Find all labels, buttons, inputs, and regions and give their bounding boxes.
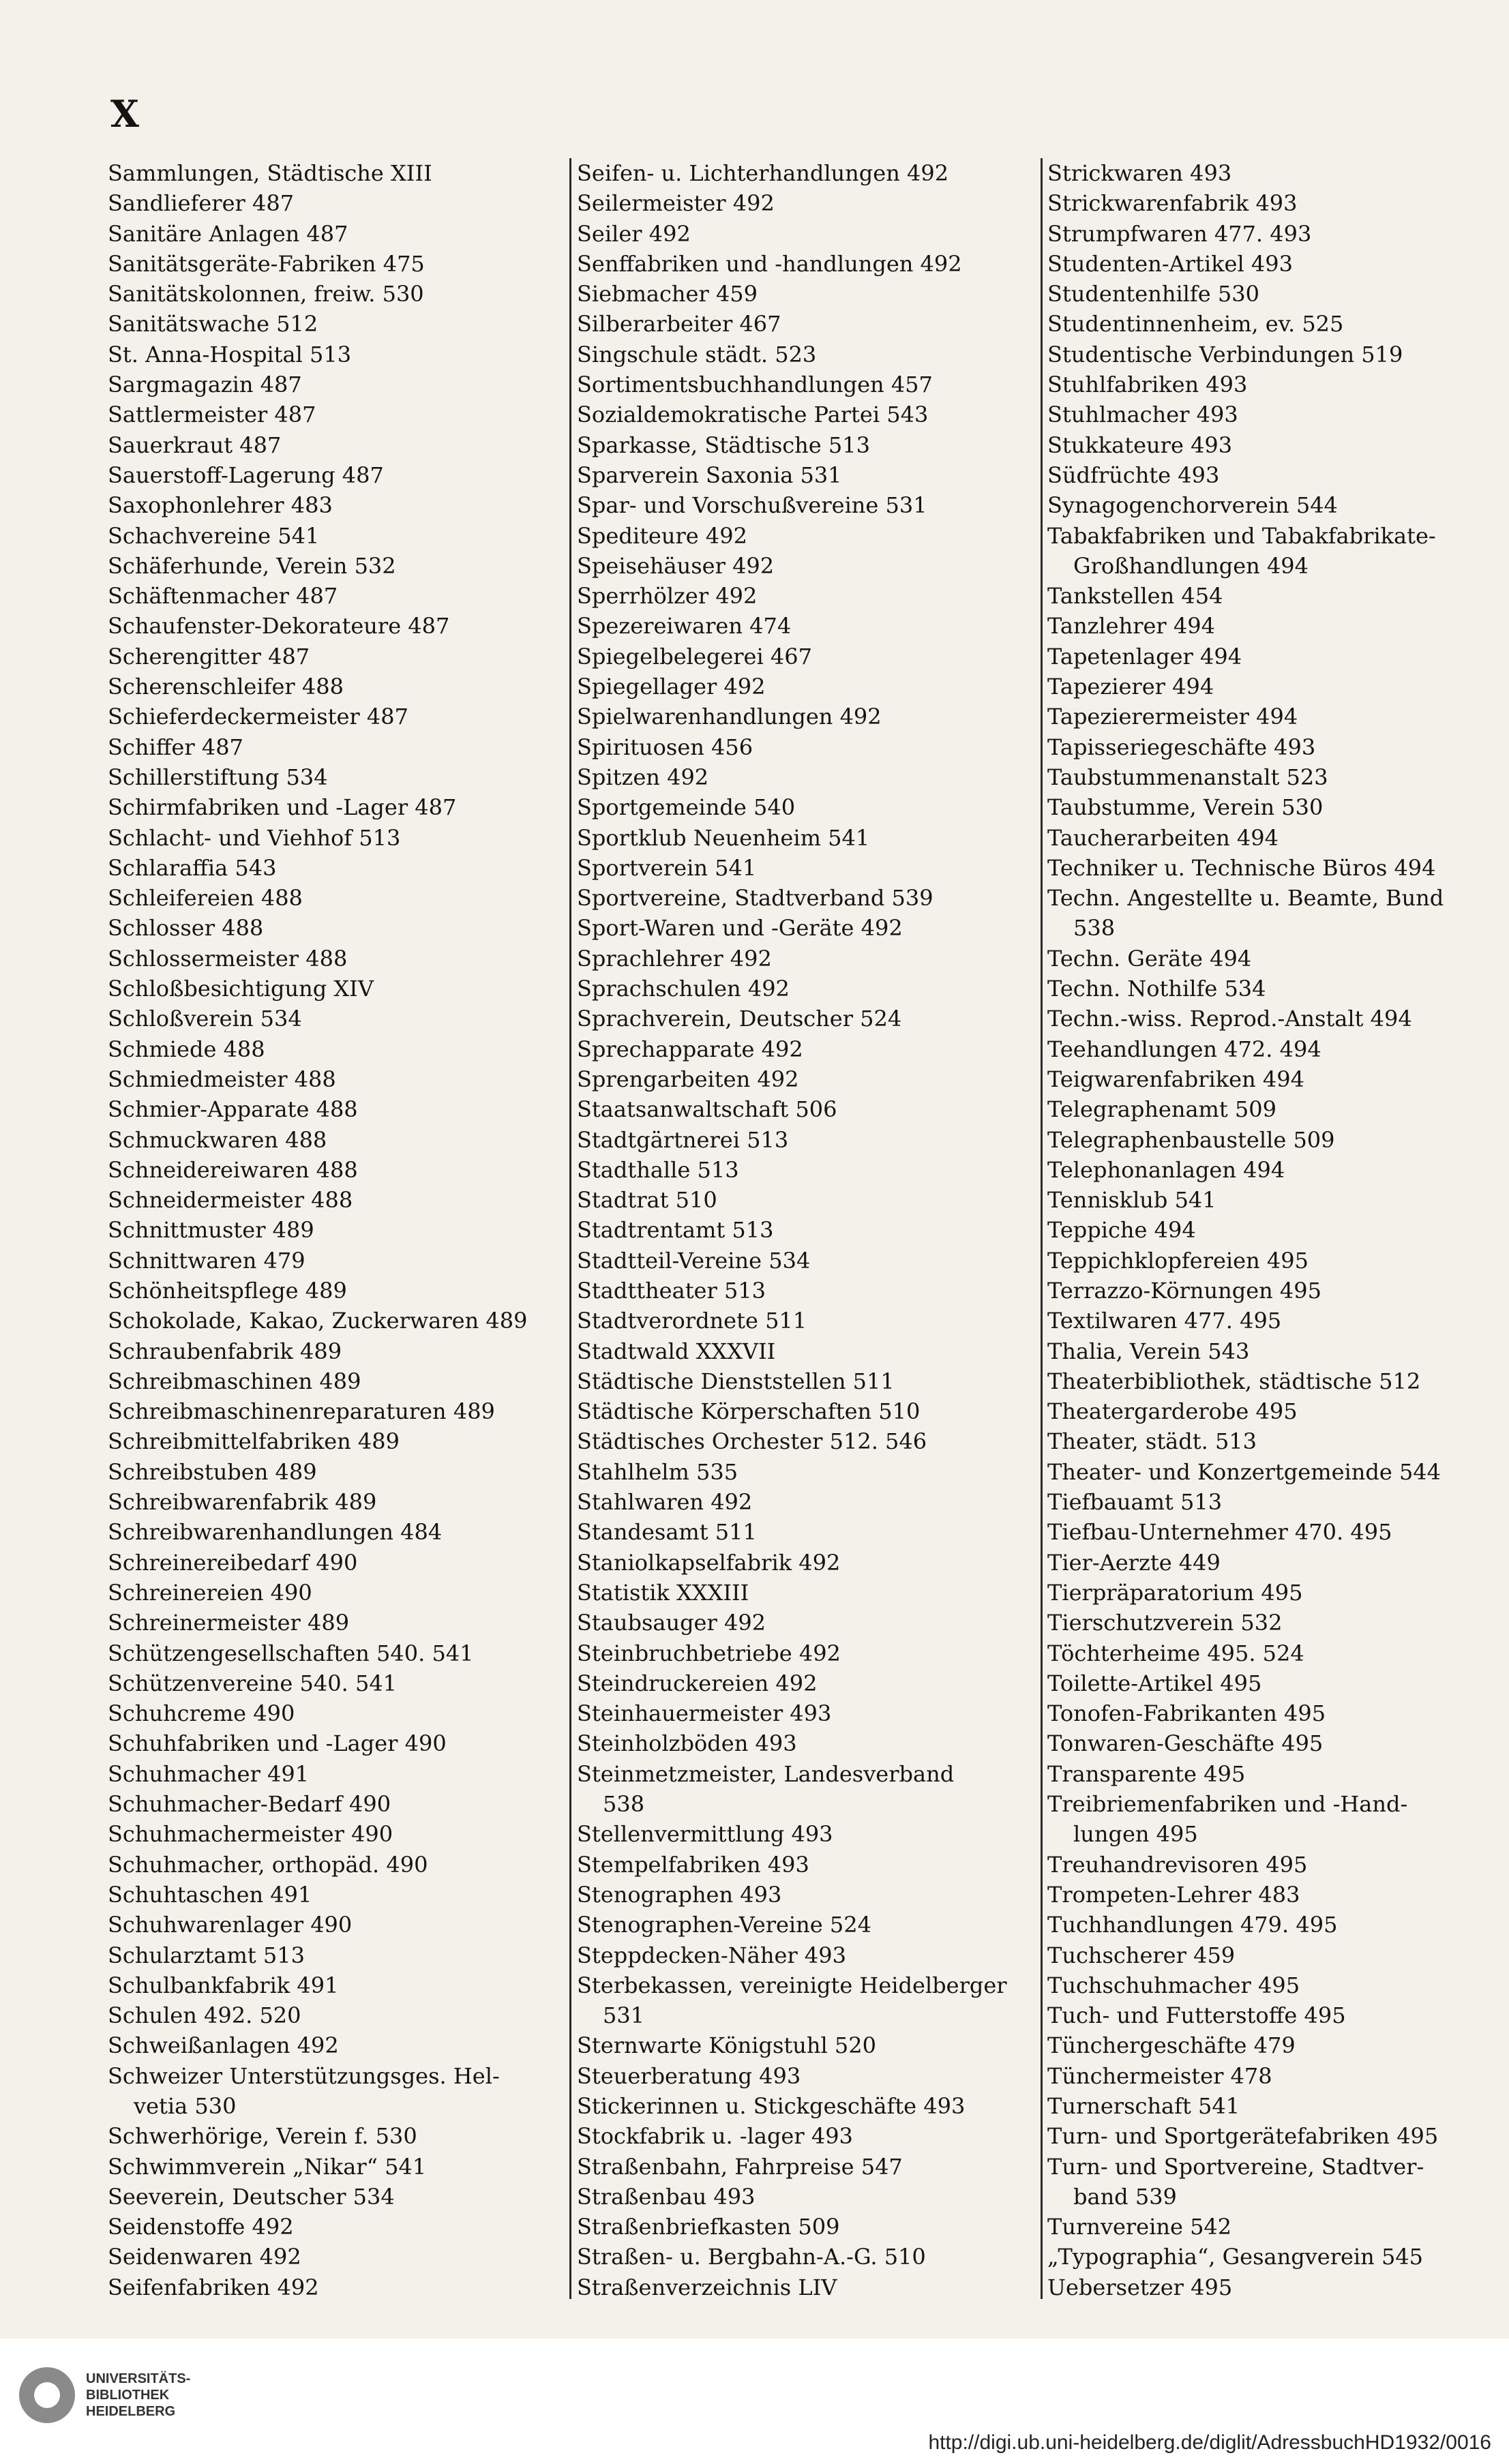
page-letter: X — [110, 92, 139, 136]
index-entry: Schokolade, Kakao, Zuckerwaren 489 — [108, 1308, 528, 1334]
index-entry: Telegraphenbaustelle 509 — [1047, 1126, 1335, 1153]
index-entry: Standesamt 511 — [577, 1519, 757, 1546]
index-entry: Stahlhelm 535 — [577, 1458, 738, 1485]
index-entry: Schiffer 487 — [108, 734, 243, 760]
library-name — [86, 2371, 190, 2420]
index-entry: Tabakfabriken und Tabakfabrikate- — [1047, 522, 1436, 549]
index-entry: Schäferhunde, Verein 532 — [108, 552, 396, 579]
index-entry: Treuhandrevisoren 495 — [1047, 1851, 1308, 1878]
index-entry: Schwimmverein „Nikar“ 541 — [108, 2153, 427, 2180]
index-entry: Schlacht- und Viehhof 513 — [108, 824, 401, 851]
index-entry: Sprengarbeiten 492 — [577, 1066, 799, 1092]
index-entry: Tonwaren-Geschäfte 495 — [1047, 1730, 1324, 1757]
index-entry: Steinholzböden 493 — [577, 1730, 797, 1757]
index-entry: Sprachschulen 492 — [577, 976, 790, 1002]
index-entry: Sportgemeinde 540 — [577, 794, 796, 821]
index-entry: Steinbruchbetriebe 492 — [577, 1640, 841, 1666]
index-entry: Tierpräparatorium 495 — [1047, 1579, 1303, 1606]
index-entry: Seeverein, Deutscher 534 — [108, 2183, 395, 2210]
index-entry: Staatsanwaltschaft 506 — [577, 1096, 837, 1123]
index-entry-continuation: 538 — [1073, 915, 1116, 942]
index-entry: Saxophonlehrer 483 — [108, 492, 333, 519]
index-entry: Schönheitspflege 489 — [108, 1277, 347, 1304]
index-entry-continuation: vetia 530 — [134, 2093, 237, 2119]
index-entry: Schulen 492. 520 — [108, 2002, 301, 2029]
index-entry: Teppiche 494 — [1047, 1217, 1196, 1244]
index-entry: Synagogenchorverein 544 — [1047, 492, 1338, 519]
index-entry: Tapezierermeister 494 — [1047, 704, 1298, 730]
index-entry: Tünchergeschäfte 479 — [1047, 2032, 1296, 2059]
library-logo — [19, 2367, 190, 2423]
index-entry: Statistik XXXIII — [577, 1579, 749, 1606]
index-entry: Singschule städt. 523 — [577, 341, 817, 367]
index-entry: Stuhlmacher 493 — [1047, 402, 1238, 428]
index-entry: Steuerberatung 493 — [577, 2062, 801, 2089]
index-entry: Schachvereine 541 — [108, 522, 320, 549]
footer — [0, 2339, 1509, 2464]
index-entry: Schnittwaren 479 — [108, 1247, 305, 1274]
index-entry: Südfrüchte 493 — [1047, 462, 1220, 488]
index-entry: Silberarbeiter 467 — [577, 311, 781, 337]
index-entry: Techn. Angestellte u. Beamte, Bund — [1047, 885, 1444, 912]
index-entry: Sperrhölzer 492 — [577, 583, 758, 610]
index-entry: Schützengesellschaften 540. 541 — [108, 1640, 474, 1666]
index-entry: Schularztamt 513 — [108, 1942, 305, 1968]
index-entry: Tennisklub 541 — [1047, 1187, 1216, 1214]
index-entry: Tonofen-Fabrikanten 495 — [1047, 1700, 1326, 1727]
index-entry: Speisehäuser 492 — [577, 552, 775, 579]
index-entry: Theaterbibliothek, städtische 512 — [1047, 1368, 1421, 1394]
index-entry: Taubstummenanstalt 523 — [1047, 764, 1328, 790]
index-entry: Schuhwarenlager 490 — [108, 1912, 353, 1938]
index-entry: Schaufenster-Dekorateure 487 — [108, 613, 450, 640]
index-entry: Sprechapparate 492 — [577, 1036, 803, 1062]
index-entry: Schreibmittelfabriken 489 — [108, 1428, 400, 1455]
index-entry: Spar- und Vorschußvereine 531 — [577, 492, 927, 519]
index-entry: Turnerschaft 541 — [1047, 2093, 1240, 2119]
index-entry: Stukkateure 493 — [1047, 432, 1233, 458]
index-entry: Studentinnenheim, ev. 525 — [1047, 311, 1344, 337]
index-entry: Stahlwaren 492 — [577, 1489, 753, 1516]
index-entry: Schulbankfabrik 491 — [108, 1972, 339, 1998]
library-name-line: UNIVERSITÄTS- — [86, 2371, 191, 2386]
index-entry: Studentenhilfe 530 — [1047, 281, 1259, 307]
index-entry: Städtisches Orchester 512. 546 — [577, 1428, 927, 1455]
index-entry: Terrazzo-Körnungen 495 — [1047, 1277, 1321, 1304]
index-entry: Schneidereiwaren 488 — [108, 1156, 358, 1183]
index-entry: Schlaraffia 543 — [108, 854, 277, 881]
index-entry-continuation: 531 — [603, 2002, 645, 2029]
index-entry: Sanitätswache 512 — [108, 311, 318, 337]
index-entry: Spitzen 492 — [577, 764, 709, 790]
index-entry: Schraubenfabrik 489 — [108, 1338, 342, 1364]
index-entry: Stadtrat 510 — [577, 1187, 717, 1214]
index-entry: Spirituosen 456 — [577, 734, 753, 760]
index-entry: Trompeten-Lehrer 483 — [1047, 1881, 1300, 1908]
index-entry: Theatergarderobe 495 — [1047, 1398, 1298, 1425]
index-entry: Scherengitter 487 — [108, 643, 310, 670]
index-entry: Schloßbesichtigung XIV — [108, 976, 374, 1002]
index-entry: Sanitätsgeräte-Fabriken 475 — [108, 250, 425, 277]
index-entry: Straßenbau 493 — [577, 2183, 756, 2210]
source-url[interactable]: http://digi.ub.uni-heidelberg.de/diglit/AdressbuchHD1932/0016 — [928, 2431, 1491, 2454]
index-entry: Sanitätskolonnen, freiw. 530 — [108, 281, 424, 307]
index-entry: Sanitäre Anlagen 487 — [108, 220, 348, 247]
index-entry: Taucherarbeiten 494 — [1047, 824, 1279, 851]
index-entry: Stadtrentamt 513 — [577, 1217, 774, 1244]
index-entry: Steinmetzmeister, Landesverband — [577, 1760, 955, 1787]
index-entry: Schuhmacher-Bedarf 490 — [108, 1791, 391, 1818]
index-entry: Schuhtaschen 491 — [108, 1881, 312, 1908]
index-column-3 — [1047, 158, 1484, 2302]
index-entry: Schreinereibedarf 490 — [108, 1549, 358, 1576]
index-entry: Steindruckereien 492 — [577, 1670, 818, 1696]
index-entry: Sparverein Saxonia 531 — [577, 462, 842, 488]
index-entry: Stickerinnen u. Stickgeschäfte 493 — [577, 2093, 966, 2119]
index-entry: Schuhcreme 490 — [108, 1700, 295, 1727]
index-entry: Sozialdemokratische Partei 543 — [577, 402, 929, 428]
index-entry: Sprachverein, Deutscher 524 — [577, 1006, 902, 1032]
index-entry: Stadtverordnete 511 — [577, 1308, 807, 1334]
index-entry: Stadtteil-Vereine 534 — [577, 1247, 811, 1274]
index-entry: Techniker u. Technische Büros 494 — [1047, 854, 1436, 881]
column-rule — [1041, 158, 1043, 2299]
index-entry: Tapetenlager 494 — [1047, 643, 1242, 670]
index-entry: Telephonanlagen 494 — [1047, 1156, 1285, 1183]
index-entry: Sortimentsbuchhandlungen 457 — [577, 372, 933, 398]
index-entry: Schützenvereine 540. 541 — [108, 1670, 398, 1696]
index-entry: Schieferdeckermeister 487 — [108, 704, 408, 730]
library-name-line: BIBLIOTHEK — [86, 2388, 170, 2403]
index-entry: Schreibstuben 489 — [108, 1458, 317, 1485]
index-entry: Schreibwarenhandlungen 484 — [108, 1519, 443, 1546]
index-entry: Schäftenmacher 487 — [108, 583, 338, 610]
index-entry: Stadttheater 513 — [577, 1277, 766, 1304]
index-entry: Schuhmacher 491 — [108, 1760, 310, 1787]
index-entry: Tier-Aerzte 449 — [1047, 1549, 1221, 1576]
index-entry: Straßenbriefkasten 509 — [577, 2214, 840, 2240]
index-entry: Turn- und Sportgerätefabriken 495 — [1047, 2123, 1439, 2150]
index-entry: Schreibmaschinen 489 — [108, 1368, 361, 1394]
index-entry: Schmier-Apparate 488 — [108, 1096, 358, 1123]
index-entry: Theater- und Konzertgemeinde 544 — [1047, 1458, 1441, 1485]
index-entry: Sauerstoff-Lagerung 487 — [108, 462, 384, 488]
index-entry: Uebersetzer 495 — [1047, 2274, 1233, 2300]
index-entry: Tuchscherer 459 — [1047, 1942, 1236, 1968]
index-entry: Sportverein 541 — [577, 854, 757, 881]
index-entry: Sparkasse, Städtische 513 — [577, 432, 870, 458]
index-entry: Tiefbau-Unternehmer 470. 495 — [1047, 1519, 1392, 1546]
index-entry: Sport-Waren und -Geräte 492 — [577, 915, 903, 942]
index-entry: Sauerkraut 487 — [108, 432, 282, 458]
index-entry: Strumpfwaren 477. 493 — [1047, 220, 1312, 247]
index-entry: Seifen- u. Lichterhandlungen 492 — [577, 160, 949, 186]
index-entry: Thalia, Verein 543 — [1047, 1338, 1250, 1364]
index-entry: Seidenstoffe 492 — [108, 2214, 294, 2240]
index-entry: Sportklub Neuenheim 541 — [577, 824, 870, 851]
index-entry: Teigwarenfabriken 494 — [1047, 1066, 1304, 1092]
index-entry: Sternwarte Königstuhl 520 — [577, 2032, 876, 2059]
index-entry: Spielwarenhandlungen 492 — [577, 704, 882, 730]
index-entry: Schreibmaschinenreparaturen 489 — [108, 1398, 495, 1425]
index-entry: Sammlungen, Städtische XIII — [108, 160, 432, 186]
index-entry: Schillerstiftung 534 — [108, 764, 328, 790]
index-entry: Straßenbahn, Fahrpreise 547 — [577, 2153, 903, 2180]
index-entry: Schuhmacher, orthopäd. 490 — [108, 1851, 428, 1878]
index-entry: Spiegellager 492 — [577, 674, 766, 700]
index-entry-continuation: 538 — [603, 1791, 645, 1818]
index-entry: Spiegelbelegerei 467 — [577, 643, 812, 670]
index-entry: Tierschutzverein 532 — [1047, 1610, 1283, 1636]
index-entry: Turnvereine 542 — [1047, 2214, 1232, 2240]
index-entry: Teehandlungen 472. 494 — [1047, 1036, 1321, 1062]
index-entry: Seifenfabriken 492 — [108, 2274, 319, 2300]
index-entry: Techn. Geräte 494 — [1047, 945, 1252, 972]
index-entry: Stenographen 493 — [577, 1881, 782, 1908]
index-entry: Stockfabrik u. -lager 493 — [577, 2123, 853, 2150]
index-entry: Tiefbauamt 513 — [1047, 1489, 1223, 1516]
index-entry: Staubsauger 492 — [577, 1610, 766, 1636]
index-entry: Steppdecken-Näher 493 — [577, 1942, 846, 1968]
index-entry: Schloßverein 534 — [108, 1006, 302, 1032]
index-entry: Textilwaren 477. 495 — [1047, 1308, 1282, 1334]
index-entry: Tuch- und Futterstoffe 495 — [1047, 2002, 1346, 2029]
index-entry: Schuhfabriken und -Lager 490 — [108, 1730, 447, 1757]
index-entry: Tünchermeister 478 — [1047, 2062, 1272, 2089]
index-entry: Transparente 495 — [1047, 1760, 1246, 1787]
index-entry: Schreibwarenfabrik 489 — [108, 1489, 377, 1516]
index-entry: Stenographen-Vereine 524 — [577, 1912, 871, 1938]
index-entry: Stadthalle 513 — [577, 1156, 739, 1183]
index-entry: Tankstellen 454 — [1047, 583, 1223, 610]
index-entry: Stuhlfabriken 493 — [1047, 372, 1248, 398]
index-entry: Schweißanlagen 492 — [108, 2032, 339, 2059]
index-column-2 — [577, 158, 1038, 2302]
index-entry: Stadtgärtnerei 513 — [577, 1126, 789, 1153]
index-entry: Seidenwaren 492 — [108, 2244, 301, 2270]
index-entry: Turn- und Sportvereine, Stadtver- — [1047, 2153, 1424, 2180]
index-entry: Schlossermeister 488 — [108, 945, 348, 972]
index-entry: Studentische Verbindungen 519 — [1047, 341, 1403, 367]
index-entry: Schreinermeister 489 — [108, 1610, 350, 1636]
index-entry: Schneidermeister 488 — [108, 1187, 353, 1214]
index-entry: Studenten-Artikel 493 — [1047, 250, 1293, 277]
index-entry: Sargmagazin 487 — [108, 372, 302, 398]
index-entry-continuation: Großhandlungen 494 — [1073, 552, 1309, 579]
index-entry: Schleifereien 488 — [108, 885, 303, 912]
column-rule — [569, 158, 571, 2299]
index-entry: Sprachlehrer 492 — [577, 945, 772, 972]
index-column-1 — [108, 158, 565, 2302]
index-entry: Techn.-wiss. Reprod.-Anstalt 494 — [1047, 1006, 1412, 1032]
index-entry: Töchterheime 495. 524 — [1047, 1640, 1304, 1666]
index-entry: Siebmacher 459 — [577, 281, 758, 307]
index-entry: Sportvereine, Stadtverband 539 — [577, 885, 933, 912]
index-entry: „Typographia“, Gesangverein 545 — [1047, 2244, 1424, 2270]
index-entry: Strickwarenfabrik 493 — [1047, 190, 1298, 217]
index-entry: Seiler 492 — [577, 220, 691, 247]
index-entry: Sandlieferer 487 — [108, 190, 295, 217]
index-entry: Schwerhörige, Verein f. 530 — [108, 2123, 417, 2150]
index-entry: Telegraphenamt 509 — [1047, 1096, 1276, 1123]
index-entry: Theater, städt. 513 — [1047, 1428, 1257, 1455]
index-entry: Straßenverzeichnis LIV — [577, 2274, 837, 2300]
index-entry: Techn. Nothilfe 534 — [1047, 976, 1266, 1002]
index-entry: Stadtwald XXXVII — [577, 1338, 776, 1364]
index-entry: Seilermeister 492 — [577, 190, 775, 217]
index-entry: Straßen- u. Bergbahn-A.-G. 510 — [577, 2244, 926, 2270]
index-entry: Stellenvermittlung 493 — [577, 1821, 833, 1848]
index-entry: Toilette-Artikel 495 — [1047, 1670, 1262, 1696]
index-entry: Schmiede 488 — [108, 1036, 265, 1062]
index-entry: St. Anna-Hospital 513 — [108, 341, 352, 367]
index-entry: Staniolkapselfabrik 492 — [577, 1549, 841, 1576]
library-logo-icon — [19, 2367, 75, 2423]
index-entry: Sterbekassen, vereinigte Heidelberger — [577, 1972, 1007, 1998]
index-entry: Tapezierer 494 — [1047, 674, 1214, 700]
index-entry: Schirmfabriken und -Lager 487 — [108, 794, 457, 821]
index-entry: Städtische Körperschaften 510 — [577, 1398, 921, 1425]
index-entry: Schreinereien 490 — [108, 1579, 312, 1606]
index-entry: Strickwaren 493 — [1047, 160, 1232, 186]
index-entry: Städtische Dienststellen 511 — [577, 1368, 895, 1394]
index-entry: Stempelfabriken 493 — [577, 1851, 809, 1878]
index-entry: Schnittmuster 489 — [108, 1217, 314, 1244]
library-name-line: HEIDELBERG — [86, 2404, 176, 2419]
index-entry: Taubstumme, Verein 530 — [1047, 794, 1324, 821]
index-entry: Schmuckwaren 488 — [108, 1126, 327, 1153]
index-entry: Schlosser 488 — [108, 915, 264, 942]
index-entry-continuation: band 539 — [1073, 2183, 1177, 2210]
index-entry: Spediteure 492 — [577, 522, 747, 549]
index-entry: Schweizer Unterstützungsges. Hel- — [108, 2062, 500, 2089]
index-entry: Spezereiwaren 474 — [577, 613, 792, 640]
index-entry: Tuchhandlungen 479. 495 — [1047, 1912, 1338, 1938]
index-entry: Tuchschuhmacher 495 — [1047, 1972, 1300, 1998]
index-entry: Senffabriken und -handlungen 492 — [577, 250, 962, 277]
index-entry: Sattlermeister 487 — [108, 402, 316, 428]
index-entry: Treibriemenfabriken und -Hand- — [1047, 1791, 1408, 1818]
index-entry: Schmiedmeister 488 — [108, 1066, 336, 1092]
index-entry-continuation: lungen 495 — [1073, 1821, 1198, 1848]
index-entry: Tapisseriegeschäfte 493 — [1047, 734, 1316, 760]
index-entry: Schuhmachermeister 490 — [108, 1821, 393, 1848]
index-entry: Steinhauermeister 493 — [577, 1700, 832, 1727]
index-entry: Scherenschleifer 488 — [108, 674, 344, 700]
index-entry: Tanzlehrer 494 — [1047, 613, 1215, 640]
index-entry: Teppichklopfereien 495 — [1047, 1247, 1309, 1274]
